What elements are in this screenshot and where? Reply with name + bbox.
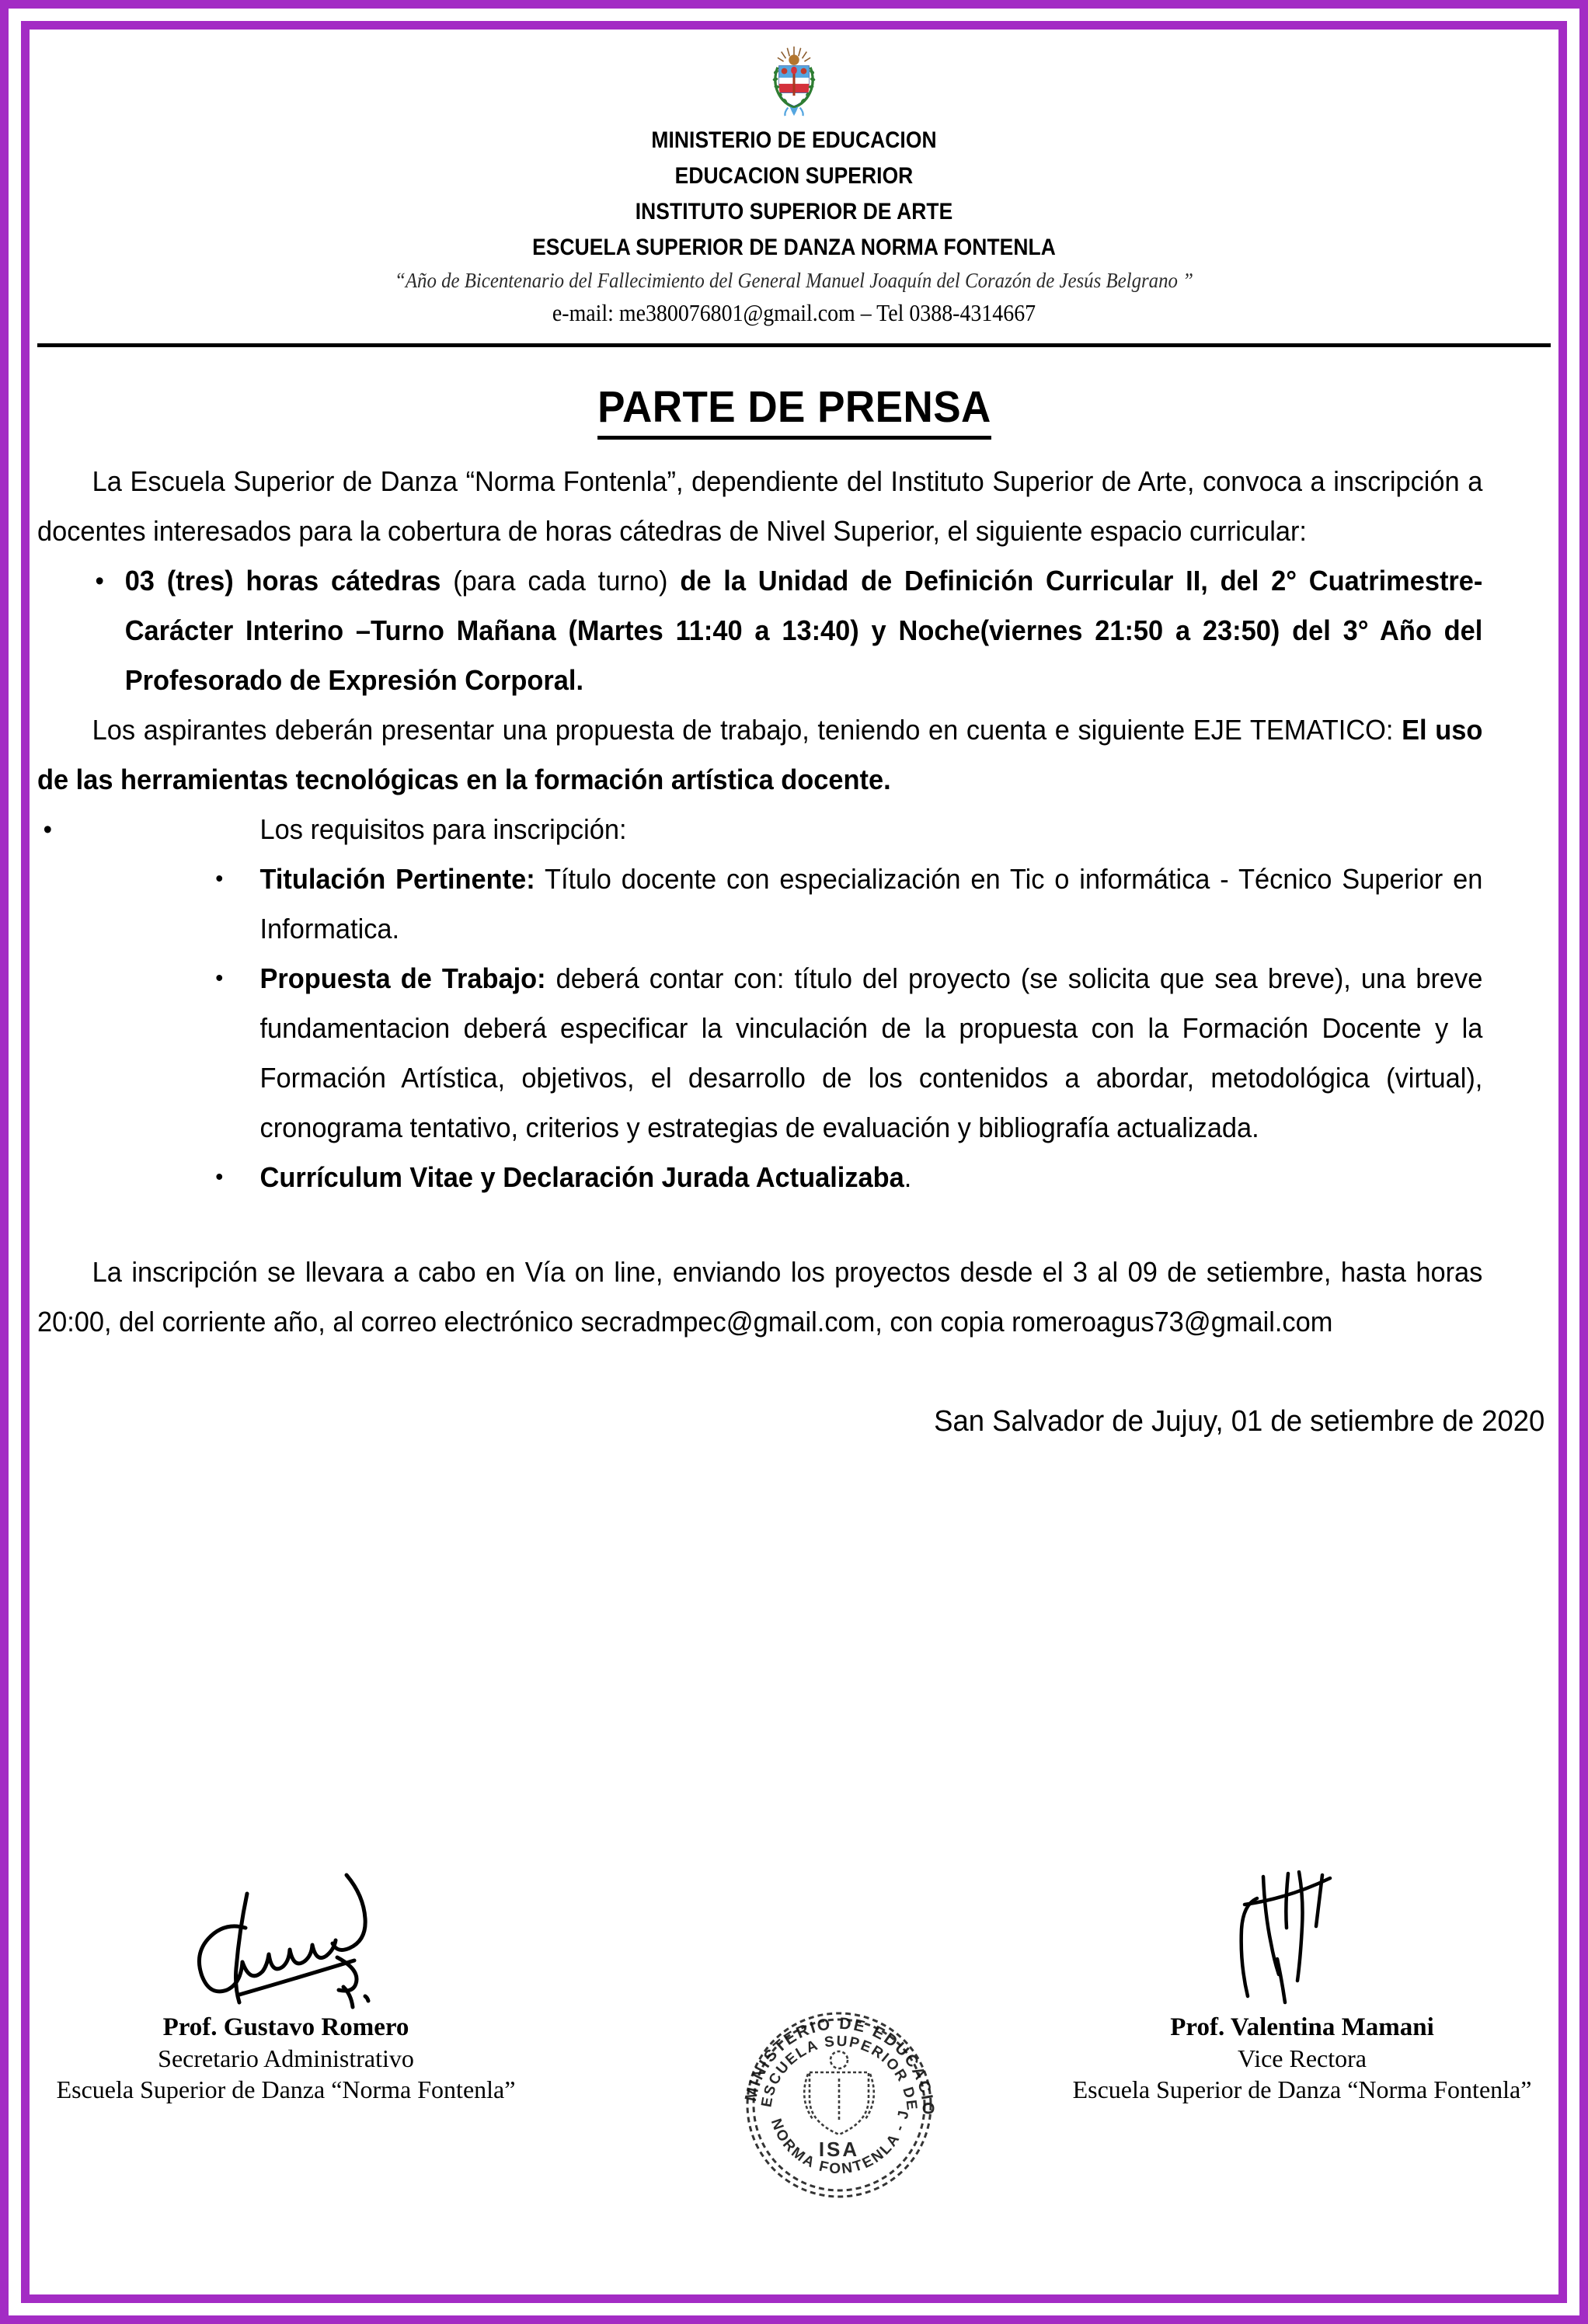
stamp-center-text: ISA [818, 2138, 860, 2161]
vacancy-list [37, 556, 1482, 705]
requirement-text: Título docente con especialización en Tic o informática - Técnico Superior en Informatica. [259, 863, 1483, 945]
letterhead-line-superior: EDUCACION SUPERIOR [674, 163, 914, 189]
svg-text:MINISTERIO DE EDUCACION: MINISTERIO DE EDUCACIO [741, 2014, 938, 2117]
requirement-item-cv [37, 1153, 1482, 1202]
requirement-label: Titulación Pertinente: [259, 863, 535, 895]
intro-paragraph: La Escuela Superior de Danza “Norma Fontenla”, dependiente del Instituto Superior de Arte, convoca a inscripción a docentes interesados para la cobertura de horas cátedras de Nivel Superior, el siguiente espacio curricular: [37, 465, 1483, 547]
svg-text:ESCUELA SUPERIOR DE DANZA: ESCUELA SUPERIOR DE [758, 2033, 921, 2113]
body-spacer [37, 1202, 1482, 1247]
signature-block-right [1053, 2012, 1551, 2105]
proposal-paragraph [37, 705, 1482, 805]
vacancy-hours: 03 (tres) horas cátedras [124, 565, 441, 597]
signature-org: Escuela Superior de Danza “Norma Fontenla” [1072, 2075, 1532, 2103]
requirement-text: deberá contar con: título del proyecto (se solicita que sea breve), una breve fundamentacion deberá especificar la vinculación de la propuesta con la Formación Docente y la Formación Artística, objetivos, el desarrollo de los contenidos a abordar, metodológica (virtual), cronograma tentativo, criterios y estrategias de evaluación y bibliografía actualizada. [259, 962, 1483, 1143]
requirement-item-propuesta [37, 954, 1482, 1153]
letterhead-line-school: ESCUELA SUPERIOR DE DANZA NORMA FONTENLA [532, 235, 1056, 260]
signature-role: Secretario Administrativo [158, 2044, 414, 2072]
bicentenary-motto: “Año de Bicentenario del Fallecimiento del General Manuel Joaquín del Corazón de Jesús Belgrano ” [395, 269, 1193, 292]
requirement-item-titulacion [37, 854, 1482, 954]
signature-row [37, 2012, 1551, 2105]
contact-info: e-mail: me380076801@gmail.com – Tel 0388-4314667 [552, 299, 1036, 326]
document-body [37, 457, 1482, 1347]
vacancy-item [37, 556, 1482, 705]
proposal-theme: El uso de las herramientas tecnológicas en la formación artística docente. [37, 714, 1483, 795]
requirement-label: Propuesta de Trabajo: [259, 962, 546, 994]
requirements-list [37, 854, 1482, 1202]
letterhead-line-institute: INSTITUTO SUPERIOR DE ARTE [635, 199, 953, 224]
vacancy-detail: de la Unidad de Definición Curricular II, del 2° Cuatrimestre- Carácter Interino –Turno Mañana (Martes 11:40 a 13:40) y Noche(viernes 21:50 a 23:50) del 3° Año del Profesorado de Expresión Corporal. [124, 565, 1483, 696]
signature-org: Escuela Superior de Danza “Norma Fontenla” [56, 2075, 516, 2103]
requirements-heading-item: • Los requisitos para inscripción: [37, 805, 1482, 854]
header-divider [37, 343, 1551, 347]
proposal-lead: Los aspirantes deberán presentar una propuesta de trabajo, teniendo en cuenta e siguiente EJE TEMATICO: [92, 714, 1402, 746]
letterhead [37, 43, 1551, 331]
signature-name: Prof. Valentina Mamani [1170, 2013, 1434, 2041]
date-location-line: San Salvador de Jujuy, 01 de setiembre de 2020 [934, 1405, 1545, 1438]
signature-name: Prof. Gustavo Romero [162, 2013, 409, 2041]
page-title [37, 380, 1551, 440]
requirement-label: Currículum Vitae y Declaración Jurada Actualizaba [259, 1161, 904, 1193]
svg-text:NORMA FONTENLA - JUJUY: NORMA FONTENLA - J [767, 2107, 913, 2178]
letterhead-line-ministry: MINISTERIO DE EDUCACION [651, 127, 937, 153]
jujuy-coat-of-arms-icon [757, 43, 831, 118]
page-title-text: PARTE DE PRENSA [597, 380, 991, 440]
signature-block-left [37, 2012, 535, 2105]
vacancy-note: (para cada turno) [441, 565, 681, 597]
requirement-text: . [904, 1161, 912, 1193]
signature-role: Vice Rectora [1238, 2044, 1367, 2072]
closing-paragraph: La inscripción se llevara a cabo en Vía on line, enviando los proyectos desde el 3 al 09 de setiembre, hasta horas 20:00, del corriente año, al correo electrónico secradmpec@gmail.com, con copia romeroagus73@gmail.com [37, 1256, 1483, 1338]
requirements-heading-list [37, 805, 1482, 854]
